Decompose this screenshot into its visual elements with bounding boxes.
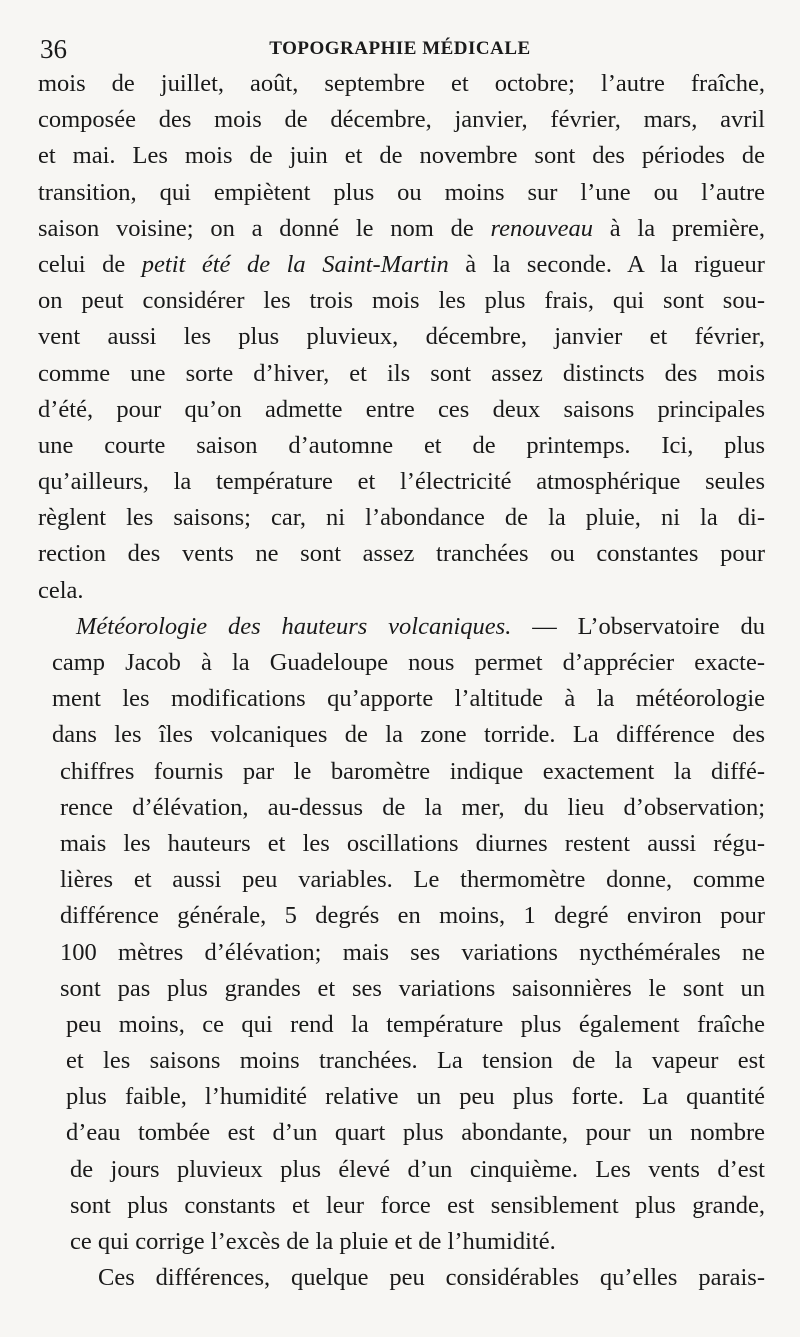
text-line [38,247,765,283]
text-line: chiffres fournis par le baromètre indique exactement la diffé- [60,757,765,785]
text-line: mois de juillet, août, septembre et octobre; l’autre fraîche, [38,70,765,97]
text-line [38,211,765,247]
text-line: qu’ailleurs, la température et l’électricité atmosphérique seules [38,468,765,496]
text-line: différence générale, 5 degrés en moins, 1 degré environ pour [60,902,765,930]
text-line: plus faible, l’humidité relative un peu plus forte. La quantité [66,1083,765,1111]
text-segment: à la seconde. A la rigueur [448,250,765,278]
text-line: une courte saison d’automne et de printemps. Ici, plus [38,431,765,459]
text-line: règlent les saisons; car, ni l’abondance de la pluie, ni la di- [38,504,765,532]
running-title: TOPOGRAPHIE MÉDICALE [269,38,531,59]
text-line: d’eau tombée est d’un quart plus abondante, pour un nombre [66,1119,765,1147]
page-header [40,32,760,66]
text-line: 100 mètres d’élévation; mais ses variations nycthémérales ne [60,938,765,966]
text-line: transition, qui empiètent plus ou moins sur l’une ou l’autre [38,178,765,206]
italic-term: renouveau [490,214,593,242]
text-segment: saison voisine; on a donné le nom de [38,214,491,242]
text-line: composée des mois de décembre, janvier, février, mars, avril [38,106,765,134]
text-line [38,609,765,645]
text-line: sont pas plus grandes et ses variations saisonnières le sont un [60,974,765,1002]
text-line: sont plus constants et leur force est sensiblement plus grande, [70,1191,765,1219]
text-line: comme une sorte d’hiver, et ils sont assez distincts des mois [38,359,765,387]
text-line: rence d’élévation, au-dessus de la mer, du lieu d’observation; [60,793,765,821]
text-segment: celui de [38,250,142,278]
text-line: camp Jacob à la Guadeloupe nous permet d’apprécier exacte- [52,649,765,676]
text-line: et les saisons moins tranchées. La tension de la vapeur est [66,1047,765,1075]
body-text [38,66,765,1296]
page-number: 36 [40,34,67,64]
text-line: peu moins, ce qui rend la température plus également fraîche [66,1010,765,1038]
text-line: dans les îles volcaniques de la zone torride. La différence des [52,721,765,749]
text-line: rection des vents ne sont assez tranchées ou constantes pour [38,540,765,568]
text-line: ce qui corrige l’excès de la pluie et de l’humidité. [70,1228,556,1255]
text-line: de jours pluvieux plus élevé d’un cinquième. Les vents d’est [70,1155,765,1183]
text-line: mais les hauteurs et les oscillations diurnes restent aussi régu- [60,829,765,857]
text-segment: — L’observatoire du [511,612,765,640]
text-line: lières et aussi peu variables. Le thermomètre donne, comme [60,866,765,894]
text-line: et mai. Les mois de juin et de novembre sont des périodes de [38,142,765,170]
text-segment: à la première, [593,214,765,242]
section-heading: Météorologie des hauteurs volcaniques. [76,612,512,640]
text-line: d’été, pour qu’on admette entre ces deux saisons principales [38,395,765,423]
text-line: cela. [38,576,84,604]
text-line: Ces différences, quelque peu considérables qu’elles parais- [98,1264,765,1292]
text-line: vent aussi les plus pluvieux, décembre, janvier et février, [38,323,765,351]
text-line: on peut considérer les trois mois les plus frais, qui sont sou- [38,287,765,315]
text-line: ment les modifications qu’apporte l’altitude à la météorologie [52,685,765,713]
italic-term: petit été de la Saint-Martin [141,250,449,278]
